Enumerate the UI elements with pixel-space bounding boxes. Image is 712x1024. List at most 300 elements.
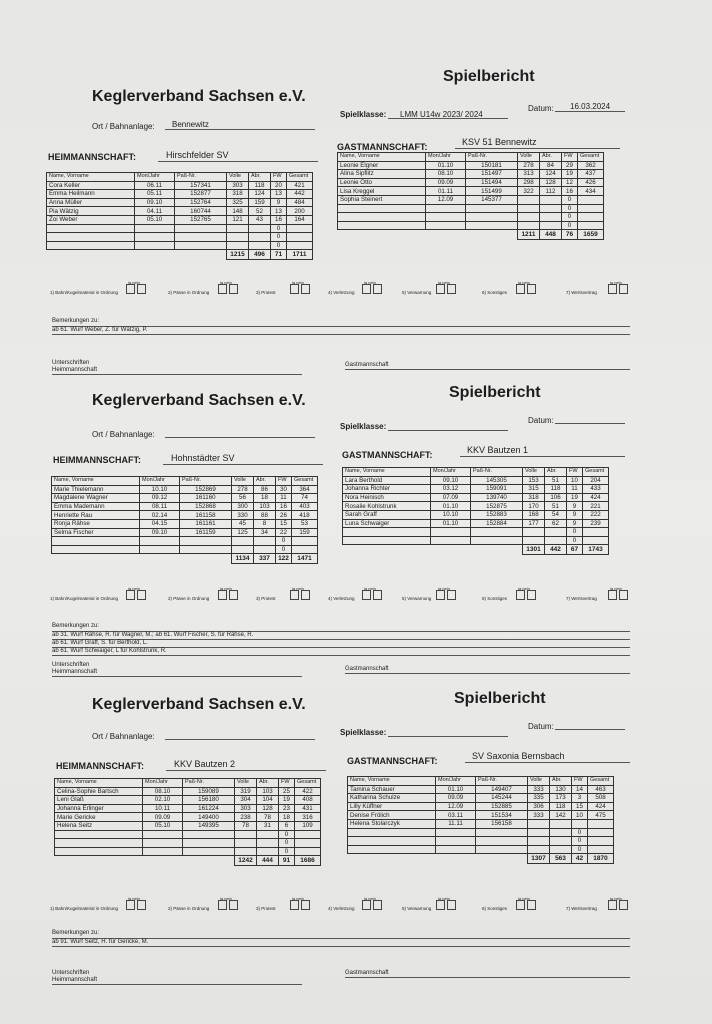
table-cell[interactable]: 15 (276, 519, 292, 528)
table-cell[interactable]: Zoi Weber (47, 215, 135, 224)
table-cell[interactable]: 152884 (471, 519, 523, 528)
table-cell[interactable]: 9 (567, 502, 583, 511)
table-cell[interactable]: Rosalie Kohlstrunk (343, 502, 431, 511)
nein-checkbox[interactable] (229, 284, 238, 294)
table-cell[interactable]: 433 (583, 485, 609, 494)
table-cell[interactable] (436, 837, 476, 846)
table-cell[interactable]: 09.12 (140, 494, 180, 503)
table-cell[interactable] (183, 847, 235, 856)
table-cell[interactable]: 10 (567, 476, 583, 485)
table-cell[interactable]: 152764 (175, 198, 227, 207)
table-cell[interactable]: 159089 (183, 787, 235, 796)
table-cell[interactable]: 16 (562, 187, 578, 196)
table-cell[interactable]: 159 (292, 528, 318, 537)
table-cell[interactable] (523, 536, 545, 545)
table-cell[interactable]: 145244 (476, 794, 528, 803)
table-cell[interactable]: Selma Fischer (52, 528, 140, 537)
table-cell[interactable]: 161158 (180, 511, 232, 520)
table-cell[interactable]: 159091 (471, 485, 523, 494)
table-cell[interactable]: 16 (276, 502, 292, 511)
table-cell[interactable]: 30 (276, 485, 292, 494)
table-cell[interactable]: 06.11 (135, 181, 175, 190)
table-cell[interactable]: 23 (279, 804, 295, 813)
table-cell[interactable]: 238 (235, 813, 257, 822)
table-cell[interactable]: 152883 (471, 510, 523, 519)
venue-value[interactable]: Bennewitz (172, 120, 209, 129)
table-cell[interactable]: 04.15 (140, 519, 180, 528)
table-cell[interactable]: 84 (540, 161, 562, 170)
table-cell[interactable] (338, 221, 426, 230)
nein-checkbox[interactable] (447, 900, 456, 910)
table-cell[interactable]: 304 (235, 796, 257, 805)
table-cell[interactable]: 9 (567, 519, 583, 528)
table-cell[interactable] (540, 195, 562, 204)
table-cell[interactable] (232, 537, 254, 546)
table-cell[interactable]: Leonie Elgner (338, 161, 426, 170)
table-cell[interactable]: 13 (271, 190, 287, 199)
table-cell[interactable]: 03.11 (436, 811, 476, 820)
table-cell[interactable]: 01.10 (426, 161, 466, 170)
nein-checkbox[interactable] (527, 900, 536, 910)
remark-text[interactable]: ab 61. Wurf Graff, S. für Berthold, L. (52, 640, 148, 646)
table-cell[interactable]: 0 (562, 213, 578, 222)
table-cell[interactable]: 62 (545, 519, 567, 528)
table-cell[interactable] (180, 545, 232, 554)
table-cell[interactable]: 161159 (180, 528, 232, 537)
table-cell[interactable]: 128 (257, 804, 279, 813)
table-cell[interactable] (249, 233, 271, 242)
table-cell[interactable] (540, 221, 562, 230)
table-cell[interactable]: 303 (227, 181, 249, 190)
table-cell[interactable]: 130 (550, 785, 572, 794)
table-cell[interactable]: 463 (588, 785, 614, 794)
table-cell[interactable] (183, 830, 235, 839)
table-cell[interactable] (232, 545, 254, 554)
ja-checkbox[interactable] (516, 590, 525, 600)
table-cell[interactable]: 08.11 (140, 502, 180, 511)
table-cell[interactable]: 335 (528, 794, 550, 803)
nein-checkbox[interactable] (137, 590, 146, 600)
table-cell[interactable]: 145377 (466, 195, 518, 204)
table-cell[interactable]: 161224 (183, 804, 235, 813)
table-cell[interactable]: 156180 (183, 796, 235, 805)
table-cell[interactable]: 01.11 (426, 187, 466, 196)
table-cell[interactable] (47, 241, 135, 250)
table-cell[interactable]: 156158 (476, 819, 528, 828)
table-cell[interactable]: 151494 (466, 178, 518, 187)
ja-checkbox[interactable] (362, 900, 371, 910)
table-cell[interactable] (550, 819, 572, 828)
table-cell[interactable]: 0 (572, 837, 588, 846)
table-cell[interactable] (545, 528, 567, 537)
table-cell[interactable]: 0 (572, 828, 588, 837)
table-cell[interactable] (528, 845, 550, 854)
nein-checkbox[interactable] (527, 284, 536, 294)
table-cell[interactable]: Helena Seitz (55, 821, 143, 830)
table-cell[interactable]: 364 (292, 485, 318, 494)
table-cell[interactable]: 09.09 (143, 813, 183, 822)
table-cell[interactable]: 74 (292, 494, 318, 503)
table-cell[interactable] (528, 828, 550, 837)
table-cell[interactable]: 145305 (471, 476, 523, 485)
ja-checkbox[interactable] (608, 900, 617, 910)
table-cell[interactable]: 422 (295, 787, 321, 796)
ja-checkbox[interactable] (290, 900, 299, 910)
table-cell[interactable]: 18 (254, 494, 276, 503)
table-cell[interactable] (135, 233, 175, 242)
remark-text[interactable]: ab 61. Wurf Schwaiger, L für Kohlstrunk, R. (52, 648, 167, 654)
guest-team-name[interactable]: SV Saxonia Bernsbach (472, 751, 565, 761)
table-cell[interactable] (180, 537, 232, 546)
table-cell[interactable]: 0 (279, 839, 295, 848)
ja-checkbox[interactable] (218, 590, 227, 600)
table-cell[interactable]: 53 (292, 519, 318, 528)
table-cell[interactable]: 152765 (175, 215, 227, 224)
table-cell[interactable]: 01.10 (436, 785, 476, 794)
nein-checkbox[interactable] (619, 284, 628, 294)
table-cell[interactable]: Leni Glaß (55, 796, 143, 805)
table-cell[interactable] (528, 837, 550, 846)
table-cell[interactable] (227, 233, 249, 242)
remark-text[interactable]: ab 61. Wurf Weber, Z. für Wätzig, P. (52, 327, 148, 333)
nein-checkbox[interactable] (527, 590, 536, 600)
home-team-name[interactable]: KKV Bautzen 2 (174, 759, 236, 769)
table-cell[interactable]: 51 (545, 502, 567, 511)
guest-signature-line[interactable] (345, 369, 630, 370)
table-cell[interactable]: 34 (254, 528, 276, 537)
table-cell[interactable] (471, 528, 523, 537)
table-cell[interactable] (292, 545, 318, 554)
table-cell[interactable]: 221 (583, 502, 609, 511)
table-cell[interactable]: 19 (567, 493, 583, 502)
table-cell[interactable]: 200 (287, 207, 313, 216)
table-cell[interactable] (583, 536, 609, 545)
table-cell[interactable] (540, 204, 562, 213)
table-cell[interactable]: 421 (287, 181, 313, 190)
table-cell[interactable]: 78 (235, 821, 257, 830)
table-cell[interactable]: Johanna Richter (343, 485, 431, 494)
table-cell[interactable]: 325 (227, 198, 249, 207)
table-cell[interactable]: 424 (583, 493, 609, 502)
table-cell[interactable] (476, 845, 528, 854)
table-cell[interactable] (436, 828, 476, 837)
ja-checkbox[interactable] (608, 590, 617, 600)
table-cell[interactable] (235, 830, 257, 839)
table-cell[interactable]: 26 (276, 511, 292, 520)
table-cell[interactable]: 157341 (175, 181, 227, 190)
table-cell[interactable]: 09.10 (135, 198, 175, 207)
table-cell[interactable] (295, 847, 321, 856)
table-cell[interactable] (257, 830, 279, 839)
table-cell[interactable]: 118 (249, 181, 271, 190)
guest-signature-line[interactable] (345, 673, 630, 674)
ja-checkbox[interactable] (516, 900, 525, 910)
table-cell[interactable]: 0 (276, 537, 292, 546)
table-cell[interactable]: 11 (276, 494, 292, 503)
ja-checkbox[interactable] (218, 284, 227, 294)
table-cell[interactable] (183, 839, 235, 848)
table-cell[interactable]: 403 (292, 502, 318, 511)
table-cell[interactable]: 204 (583, 476, 609, 485)
table-cell[interactable]: 29 (562, 161, 578, 170)
home-signature-line[interactable] (52, 984, 302, 985)
table-cell[interactable]: 121 (227, 215, 249, 224)
ja-checkbox[interactable] (362, 284, 371, 294)
ja-checkbox[interactable] (436, 284, 445, 294)
table-cell[interactable]: 07.09 (431, 493, 471, 502)
nein-checkbox[interactable] (619, 590, 628, 600)
table-cell[interactable]: 408 (295, 796, 321, 805)
table-cell[interactable]: 318 (523, 493, 545, 502)
table-cell[interactable] (254, 545, 276, 554)
table-cell[interactable] (588, 845, 614, 854)
table-cell[interactable]: Helena Stolarczyk (348, 819, 436, 828)
table-cell[interactable]: 03.12 (431, 485, 471, 494)
table-cell[interactable]: 0 (567, 536, 583, 545)
table-cell[interactable] (235, 839, 257, 848)
table-cell[interactable]: 148 (227, 207, 249, 216)
table-cell[interactable] (471, 536, 523, 545)
table-cell[interactable]: 103 (257, 787, 279, 796)
table-cell[interactable]: 9 (271, 198, 287, 207)
table-cell[interactable]: 11.11 (436, 819, 476, 828)
table-cell[interactable]: 142 (550, 811, 572, 820)
table-cell[interactable]: 330 (232, 511, 254, 520)
nein-checkbox[interactable] (229, 590, 238, 600)
table-cell[interactable]: 333 (528, 785, 550, 794)
table-cell[interactable]: 152868 (180, 502, 232, 511)
ja-checkbox[interactable] (218, 900, 227, 910)
table-cell[interactable]: 0 (271, 224, 287, 233)
table-cell[interactable]: 303 (235, 804, 257, 813)
table-cell[interactable]: 0 (271, 233, 287, 242)
table-cell[interactable]: 04.11 (135, 207, 175, 216)
home-signature-line[interactable] (52, 676, 302, 677)
table-cell[interactable]: Emma Heilmann (47, 190, 135, 199)
table-cell[interactable]: 3 (572, 794, 588, 803)
table-cell[interactable] (528, 819, 550, 828)
guest-signature-line[interactable] (345, 977, 630, 978)
table-cell[interactable]: 20 (271, 181, 287, 190)
table-cell[interactable] (583, 528, 609, 537)
table-cell[interactable]: 12.09 (436, 802, 476, 811)
table-cell[interactable] (343, 536, 431, 545)
home-team-name[interactable]: Hirschfelder SV (166, 150, 229, 160)
table-cell[interactable]: 149395 (183, 821, 235, 830)
nein-checkbox[interactable] (619, 900, 628, 910)
table-cell[interactable] (287, 233, 313, 242)
table-cell[interactable] (518, 195, 540, 204)
table-cell[interactable]: Marie Thielemann (52, 485, 140, 494)
table-cell[interactable]: 151534 (476, 811, 528, 820)
table-cell[interactable] (249, 241, 271, 250)
guest-team-name[interactable]: KKV Bautzen 1 (467, 445, 529, 455)
ja-checkbox[interactable] (126, 284, 135, 294)
ja-checkbox[interactable] (126, 590, 135, 600)
table-cell[interactable] (545, 536, 567, 545)
table-cell[interactable]: Lisa Kreggel (338, 187, 426, 196)
nein-checkbox[interactable] (447, 590, 456, 600)
table-cell[interactable]: 426 (578, 178, 604, 187)
table-cell[interactable]: 112 (540, 187, 562, 196)
nein-checkbox[interactable] (137, 900, 146, 910)
table-cell[interactable]: 19 (279, 796, 295, 805)
table-cell[interactable] (287, 224, 313, 233)
table-cell[interactable]: 02.10 (143, 796, 183, 805)
table-cell[interactable]: 09.09 (426, 178, 466, 187)
table-cell[interactable]: 05.10 (143, 821, 183, 830)
table-cell[interactable] (227, 241, 249, 250)
table-cell[interactable] (175, 233, 227, 242)
table-cell[interactable] (140, 545, 180, 554)
table-cell[interactable]: 05.11 (135, 190, 175, 199)
table-cell[interactable] (143, 839, 183, 848)
table-cell[interactable] (578, 213, 604, 222)
table-cell[interactable]: 31 (257, 821, 279, 830)
table-cell[interactable]: Alina Sipflitz (338, 170, 426, 179)
table-cell[interactable]: 10 (572, 811, 588, 820)
table-cell[interactable]: 298 (518, 178, 540, 187)
table-cell[interactable]: 43 (249, 215, 271, 224)
ja-checkbox[interactable] (436, 900, 445, 910)
table-cell[interactable]: 160744 (175, 207, 227, 216)
table-cell[interactable]: 278 (232, 485, 254, 494)
table-cell[interactable]: 09.10 (140, 528, 180, 537)
nein-checkbox[interactable] (301, 590, 310, 600)
table-cell[interactable] (588, 828, 614, 837)
table-cell[interactable]: 12.09 (426, 195, 466, 204)
table-cell[interactable]: 9 (567, 510, 583, 519)
table-cell[interactable]: 431 (295, 804, 321, 813)
table-cell[interactable]: Cora Keller (47, 181, 135, 190)
table-cell[interactable]: Nora Heinisch (343, 493, 431, 502)
table-cell[interactable] (343, 528, 431, 537)
table-cell[interactable]: 8 (254, 519, 276, 528)
table-cell[interactable]: 10.10 (431, 510, 471, 519)
table-cell[interactable] (550, 837, 572, 846)
table-cell[interactable]: 18 (279, 813, 295, 822)
table-cell[interactable]: 475 (588, 811, 614, 820)
table-cell[interactable] (348, 837, 436, 846)
table-cell[interactable]: Pia Wätzig (47, 207, 135, 216)
date-value[interactable]: 16.03.2024 (570, 102, 611, 111)
table-cell[interactable]: 161160 (180, 494, 232, 503)
table-cell[interactable]: 0 (562, 204, 578, 213)
table-cell[interactable]: 300 (232, 502, 254, 511)
table-cell[interactable] (518, 221, 540, 230)
table-cell[interactable]: 316 (295, 813, 321, 822)
table-cell[interactable]: 442 (287, 190, 313, 199)
table-cell[interactable]: 104 (257, 796, 279, 805)
table-cell[interactable]: 152885 (476, 802, 528, 811)
table-cell[interactable]: 14 (572, 785, 588, 794)
table-cell[interactable]: 124 (249, 190, 271, 199)
table-cell[interactable]: 05.10 (135, 215, 175, 224)
table-cell[interactable]: 125 (232, 528, 254, 537)
table-cell[interactable] (292, 537, 318, 546)
table-cell[interactable]: Magdalene Wagner (52, 494, 140, 503)
ja-checkbox[interactable] (290, 284, 299, 294)
table-cell[interactable] (466, 204, 518, 213)
table-cell[interactable] (523, 528, 545, 537)
table-cell[interactable]: 508 (588, 794, 614, 803)
ja-checkbox[interactable] (516, 284, 525, 294)
table-cell[interactable]: Katharina Schulze (348, 794, 436, 803)
table-cell[interactable]: 424 (588, 802, 614, 811)
table-cell[interactable]: 124 (540, 170, 562, 179)
nein-checkbox[interactable] (137, 284, 146, 294)
table-cell[interactable]: 151499 (466, 187, 518, 196)
table-cell[interactable]: 173 (550, 794, 572, 803)
table-cell[interactable] (254, 537, 276, 546)
nein-checkbox[interactable] (373, 900, 382, 910)
table-cell[interactable] (338, 213, 426, 222)
table-cell[interactable]: 09.09 (436, 794, 476, 803)
table-cell[interactable]: 437 (578, 170, 604, 179)
table-cell[interactable] (175, 241, 227, 250)
table-cell[interactable]: 22 (276, 528, 292, 537)
table-cell[interactable]: 434 (578, 187, 604, 196)
table-cell[interactable]: Johanna Erlinger (55, 804, 143, 813)
table-cell[interactable] (55, 847, 143, 856)
table-cell[interactable]: Leonie Otto (338, 178, 426, 187)
table-cell[interactable]: Denise Frölich (348, 811, 436, 820)
table-cell[interactable]: 161161 (180, 519, 232, 528)
table-cell[interactable]: 0 (271, 241, 287, 250)
table-cell[interactable] (143, 830, 183, 839)
table-cell[interactable] (55, 839, 143, 848)
table-cell[interactable]: 128 (540, 178, 562, 187)
table-cell[interactable] (588, 837, 614, 846)
table-cell[interactable] (578, 221, 604, 230)
table-cell[interactable]: 12 (562, 178, 578, 187)
table-cell[interactable]: 56 (232, 494, 254, 503)
table-cell[interactable]: 318 (227, 190, 249, 199)
table-cell[interactable] (550, 828, 572, 837)
nein-checkbox[interactable] (447, 284, 456, 294)
table-cell[interactable] (135, 241, 175, 250)
table-cell[interactable]: 25 (279, 787, 295, 796)
table-cell[interactable]: Henriette Rau (52, 511, 140, 520)
table-cell[interactable]: 151497 (466, 170, 518, 179)
nein-checkbox[interactable] (373, 284, 382, 294)
table-cell[interactable]: 19 (562, 170, 578, 179)
table-cell[interactable]: 106 (545, 493, 567, 502)
table-cell[interactable]: 08.10 (426, 170, 466, 179)
table-cell[interactable]: 45 (232, 519, 254, 528)
table-cell[interactable]: 01.10 (431, 502, 471, 511)
table-cell[interactable]: 322 (518, 187, 540, 196)
table-cell[interactable] (338, 204, 426, 213)
table-cell[interactable]: 0 (567, 528, 583, 537)
table-cell[interactable]: Lara Berthold (343, 476, 431, 485)
table-cell[interactable]: 315 (523, 485, 545, 494)
table-cell[interactable] (47, 224, 135, 233)
table-cell[interactable]: 0 (276, 545, 292, 554)
home-team-name[interactable]: Hohnstädter SV (171, 453, 235, 463)
table-cell[interactable] (140, 537, 180, 546)
table-cell[interactable]: 278 (518, 161, 540, 170)
table-cell[interactable]: 0 (572, 845, 588, 854)
table-cell[interactable] (518, 213, 540, 222)
table-cell[interactable] (426, 213, 466, 222)
table-cell[interactable] (227, 224, 249, 233)
table-cell[interactable]: 52 (249, 207, 271, 216)
table-cell[interactable]: Ronja Rähse (52, 519, 140, 528)
table-cell[interactable]: 13 (271, 207, 287, 216)
table-cell[interactable]: 149400 (183, 813, 235, 822)
table-cell[interactable] (295, 830, 321, 839)
